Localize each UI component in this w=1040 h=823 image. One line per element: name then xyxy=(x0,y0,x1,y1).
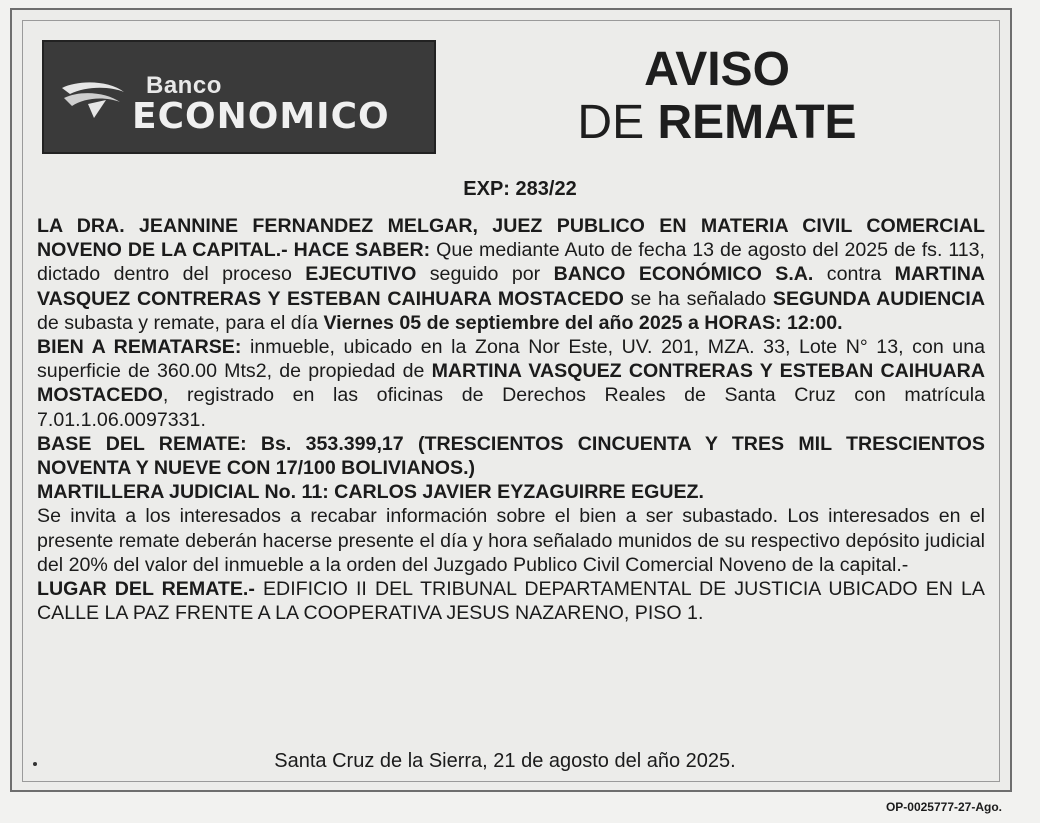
notice-paragraph xyxy=(37,432,985,480)
notice-paragraph xyxy=(37,480,985,504)
notice-paragraph xyxy=(37,335,985,432)
text-run: inmueble, ubicado en la Zona Nor Este, UV. 201, MZA. 33, Lote N° 13, con una superficie de 360.00 Mts2, de propiedad de xyxy=(37,336,985,383)
text-run: , registrado en las oficinas de Derechos Reales de Santa Cruz con matrícula 7.01.1.06.0097331. xyxy=(37,384,985,431)
bold-text-run: BANCO ECONÓMICO S.A. xyxy=(553,263,814,286)
publication-code: OP-0025777-27-Ago. xyxy=(885,800,1002,814)
bank-swoosh-icon xyxy=(58,78,128,122)
text-run: EDIFICIO II DEL TRIBUNAL DEPARTAMENTAL DE JUSTICIA UBICADO EN LA CALLE LA PAZ FRENTE A LA COOPERATIVA JESUS NAZARENO, PISO 1. xyxy=(37,578,985,625)
text-run: seguido por xyxy=(416,263,554,286)
print-speck xyxy=(33,762,37,766)
text-run: contra xyxy=(813,263,895,286)
title-aviso: AVISO xyxy=(644,43,790,96)
notice-paragraph xyxy=(37,504,985,577)
bold-text-run: MARTINA VASQUEZ CONTRERAS Y ESTEBAN CAIHUARA MOSTACEDO xyxy=(37,263,985,310)
bold-text-run: LUGAR DEL REMATE.- xyxy=(37,578,255,601)
bold-text-run: EJECUTIVO xyxy=(305,263,417,286)
text-run: se ha señalado xyxy=(623,287,773,310)
notice-title xyxy=(552,44,882,150)
case-number: EXP: 283/22 xyxy=(463,178,577,200)
title-de: DE xyxy=(577,96,645,149)
notice-paragraph xyxy=(37,214,985,335)
notice-paragraph xyxy=(37,577,985,625)
logo-line-banco: Banco xyxy=(146,72,222,99)
bold-text-run: MARTILLERA JUDICIAL No. 11: CARLOS JAVIER EYZAGUIRRE EGUEZ. xyxy=(37,481,704,504)
bold-text-run: SEGUNDA AUDIENCIA xyxy=(772,287,986,310)
bold-text-run: BASE DEL REMATE: Bs. 353.399,17 (TRESCIENTOS CINCUENTA Y TRES MIL TRESCIENTOS NOVENTA Y NUEVE CON 17/100 BOLIVIANOS.) xyxy=(37,432,985,480)
bank-logo xyxy=(42,40,436,154)
bold-text-run: BIEN A REMATARSE: xyxy=(37,336,242,359)
text-run: de subasta y remate, para el día xyxy=(37,311,324,334)
notice-body xyxy=(37,214,985,625)
logo-line-economico: ECONOMICO xyxy=(132,96,390,137)
title-remate: REMATE xyxy=(657,96,857,149)
closing-place-date: Santa Cruz de la Sierra, 21 de agosto del año 2025. xyxy=(274,750,736,772)
text-run: Que mediante Auto de fecha 13 de agosto del 2025 de fs. 113, dictado dentro del proceso xyxy=(37,239,985,286)
bold-text-run: MARTINA VASQUEZ CONTRERAS Y ESTEBAN CAIHUARA MOSTACEDO xyxy=(37,360,985,407)
title-de-remate xyxy=(552,96,882,150)
text-run: Se invita a los interesados a recabar información sobre el bien a ser subastado. Los interesados en el presente remate deberán hacerse presente el día y hora señalado munidos de su respectivo depósito judicial del 20% del valor del inmueble a la orden del Juzgado Publico Civil Comercial Noveno de la capital.- xyxy=(37,505,985,576)
bold-text-run: Viernes 05 de septiembre del año 2025 a HORAS: 12:00. xyxy=(323,311,843,334)
bold-text-run: LA DRA. JEANNINE FERNANDEZ MELGAR, JUEZ PUBLICO EN MATERIA CIVIL COMERCIAL NOVENO DE LA CAPITAL.- HACE SABER: xyxy=(37,215,985,262)
